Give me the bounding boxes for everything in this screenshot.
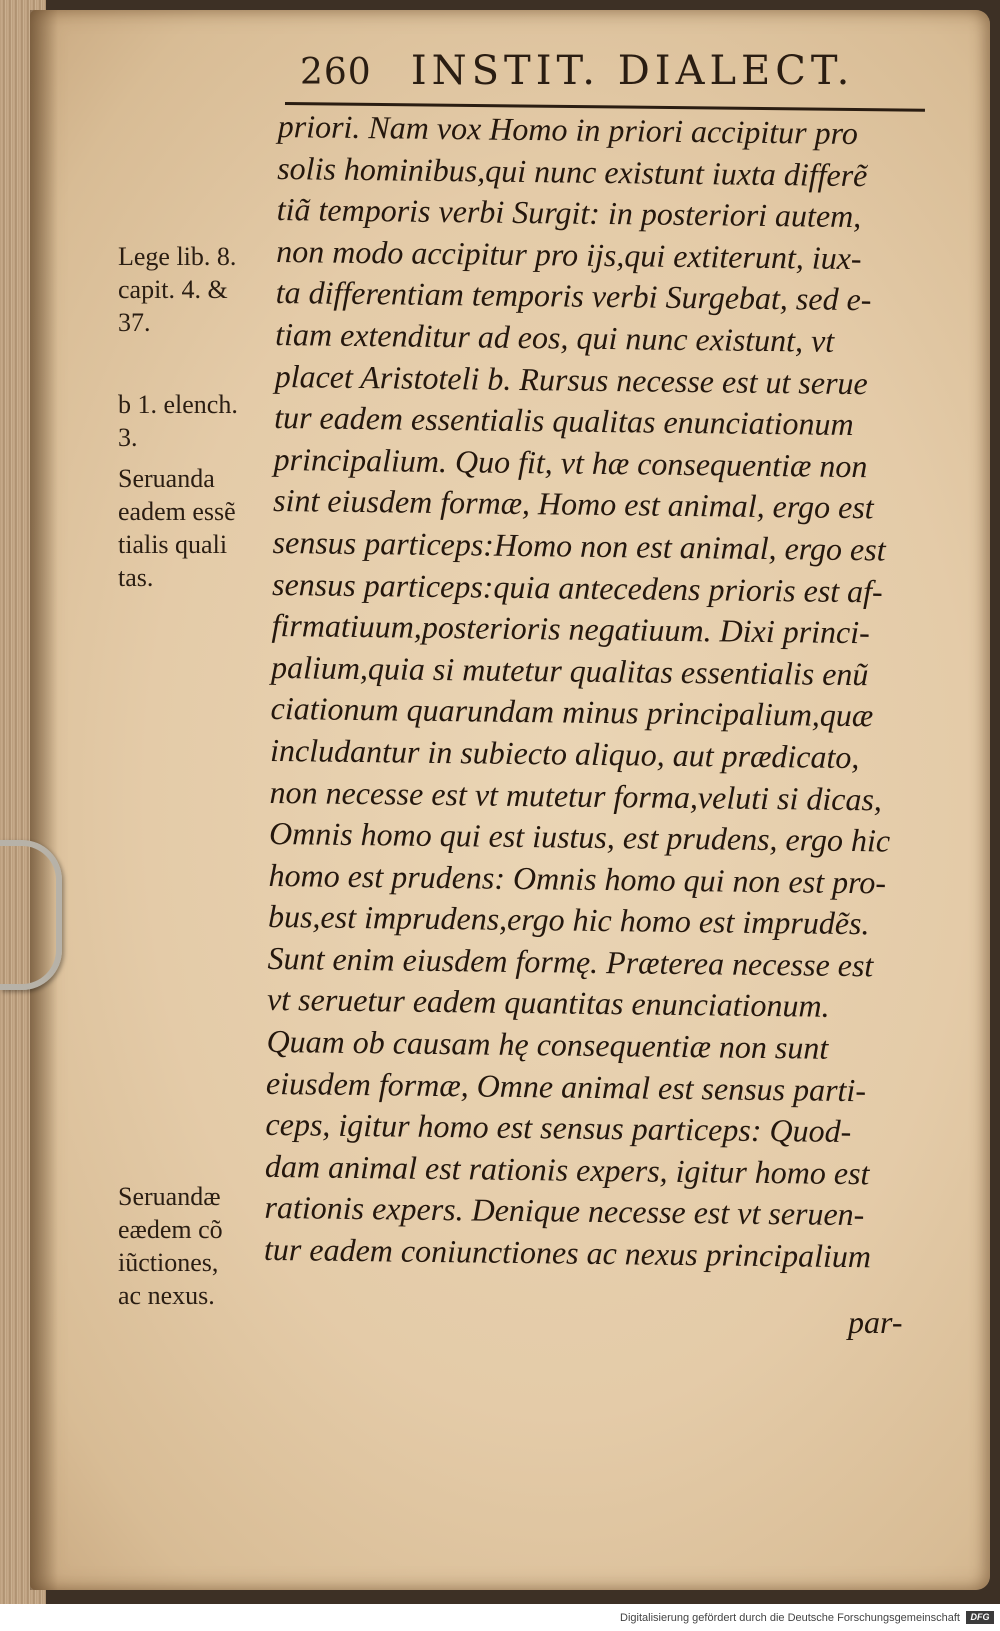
text-line: tiam extenditur ad eos, qui nunc existunt, vt bbox=[274, 315, 835, 359]
margin-note-line: Seruanda bbox=[118, 464, 215, 493]
text-line: dam animal est rationis expers, igitur homo est bbox=[264, 1147, 870, 1192]
text-line: eiusdem formæ, Omne animal est sensus parti- bbox=[265, 1064, 867, 1108]
margin-note-line: iũctiones, bbox=[118, 1248, 219, 1277]
page-header bbox=[300, 48, 900, 108]
text-line: bus,est imprudens,ergo hic homo est imprudẽs. bbox=[267, 898, 870, 942]
text-line: ceps, igitur homo est sensus particeps: Quod- bbox=[265, 1106, 852, 1150]
page-number: 260 bbox=[300, 52, 372, 93]
text-line: vt seruetur eadem quantitas enunciationum. bbox=[266, 981, 830, 1025]
text-line: priori. Nam vox Homo in priori accipitur pro bbox=[277, 107, 859, 152]
text-line: palium,quia si mutetur qualitas essentialis enũ bbox=[270, 648, 869, 692]
margin-note-line: Seruandæ bbox=[118, 1182, 221, 1211]
text-line: non modo accipitur pro ijs,qui extiterunt, iux- bbox=[276, 232, 862, 276]
dfg-logo-icon: DFG bbox=[966, 1611, 994, 1624]
margin-note-line: Lege lib. 8. bbox=[118, 242, 237, 271]
text-line: non necesse est vt mutetur forma,veluti si dicas, bbox=[269, 773, 883, 817]
margin-note-line: eadem essẽ bbox=[118, 497, 236, 526]
text-line: placet Aristoteli b. Rursus necesse est ut serue bbox=[274, 357, 868, 401]
text-line: solis hominibus,qui nunc existunt iuxta differẽ bbox=[277, 149, 868, 193]
text-line: Omnis homo qui est iustus, est prudens, ergo hic bbox=[268, 815, 891, 859]
margin-note-line: ac nexus. bbox=[118, 1281, 215, 1310]
digitization-credit: Digitalisierung gefördert durch die Deutsche Forschungsgemeinschaft bbox=[620, 1612, 960, 1624]
text-line: ciationum quarundam minus principalium,quæ bbox=[270, 690, 874, 734]
text-line: homo est prudens: Omnis homo qui non est pro- bbox=[268, 856, 887, 901]
text-line: ta differentiam temporis verbi Surgebat, sed e- bbox=[275, 274, 872, 318]
text-line: sensus particeps:quia antecedens prioris est af- bbox=[271, 565, 883, 609]
text-line: tiã temporis verbi Surgit: in posteriori autem, bbox=[276, 191, 862, 235]
text-line: sint eiusdem formæ, Homo est animal, ergo est bbox=[272, 482, 874, 526]
paper-clip-icon bbox=[0, 840, 62, 990]
text-line: rationis expers. Denique necesse est vt seruen- bbox=[264, 1189, 865, 1233]
margin-note-qualitas bbox=[118, 462, 268, 594]
margin-note-reference-lib8 bbox=[118, 240, 268, 339]
text-line: includantur in subiecto aliquo, aut prædicato, bbox=[269, 731, 860, 776]
gutter-shadow bbox=[30, 10, 58, 1590]
margin-note-reference-elench bbox=[118, 388, 268, 454]
margin-note-line: tas. bbox=[118, 563, 154, 592]
margin-note-line: 3. bbox=[118, 423, 138, 452]
margin-note-line: b 1. elench. bbox=[118, 390, 238, 419]
text-line: principalium. Quo fit, vt hæ consequentiæ non bbox=[273, 440, 868, 484]
show-through-text bbox=[112, 138, 262, 212]
main-text-block bbox=[264, 106, 968, 1279]
text-line: tur eadem essentialis qualitas enunciationum bbox=[273, 399, 854, 443]
text-line: sensus particeps:Homo non est animal, ergo est bbox=[272, 523, 886, 568]
margin-note-line: capit. 4. & bbox=[118, 275, 228, 304]
margin-note-line: 37. bbox=[118, 308, 151, 337]
text-line: Sunt enim eiusdem formę. Præterea necesse est bbox=[267, 939, 874, 984]
margin-note-coniunctiones bbox=[118, 1180, 268, 1312]
text-line: tur eadem coniunctiones ac nexus principalium bbox=[263, 1230, 872, 1275]
text-line: Quam ob causam hę consequentiæ non sunt bbox=[266, 1022, 829, 1066]
margin-note-line: tialis quali bbox=[118, 530, 228, 559]
catchword: par- bbox=[848, 1304, 903, 1340]
text-line: firmatiuum,posterioris negatiuum. Dixi princi- bbox=[271, 607, 871, 651]
margin-note-line: eædem cõ bbox=[118, 1215, 223, 1244]
running-head: INSTIT. DIALECT. bbox=[410, 48, 855, 94]
